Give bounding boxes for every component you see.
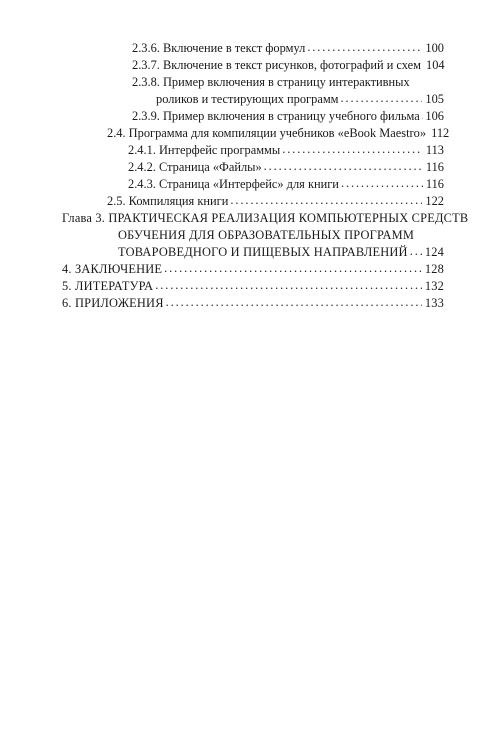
toc-section-4[interactable] bbox=[62, 262, 444, 277]
toc-entry-title: 2.3.7. Включение в текст рисунков, фотографий и схем bbox=[132, 58, 421, 72]
toc-entry-2-3-8[interactable] bbox=[156, 92, 444, 107]
dot-leader bbox=[166, 295, 422, 310]
toc-entry-title: 2.5. Компиляция книги bbox=[107, 194, 229, 208]
dot-leader bbox=[307, 40, 422, 55]
toc-entry-2-4[interactable] bbox=[107, 126, 450, 141]
toc-entry-2-3-8-line1[interactable]: 2.3.8. Пример включения в страницу интерактивных bbox=[132, 75, 410, 89]
dot-leader bbox=[264, 159, 423, 174]
dot-leader bbox=[164, 261, 422, 276]
toc-entry-title: 4. ЗАКЛЮЧЕНИЕ bbox=[62, 262, 163, 276]
toc-entry-title: 2.4. Программа для компиляции учебников «eBook Maestro» bbox=[107, 126, 427, 140]
toc-entry-page: 113 bbox=[425, 143, 444, 157]
toc-entry-page: 104 bbox=[426, 58, 445, 72]
toc-entry-page: 112 bbox=[431, 126, 450, 140]
toc-entry-page: 116 bbox=[425, 177, 444, 191]
toc-entry-title: 6. ПРИЛОЖЕНИЯ bbox=[62, 296, 164, 310]
toc-entry-2-3-9[interactable] bbox=[132, 109, 444, 124]
toc-entry-2-3-7[interactable] bbox=[132, 58, 444, 73]
toc-entry-title: 2.3.6. Включение в текст формул bbox=[132, 41, 306, 55]
toc-entry-2-5[interactable] bbox=[107, 194, 444, 209]
toc-entry-page: 132 bbox=[424, 279, 444, 293]
toc-entry-title: роликов и тестирующих программ bbox=[156, 92, 339, 106]
dot-leader bbox=[341, 91, 423, 106]
toc-entry-page: 116 bbox=[425, 160, 444, 174]
toc-entry-page: 105 bbox=[425, 92, 444, 106]
toc-entry-page: 122 bbox=[425, 194, 444, 208]
toc-chapter-3-line2[interactable]: ОБУЧЕНИЯ ДЛЯ ОБРАЗОВАТЕЛЬНЫХ ПРОГРАММ bbox=[118, 228, 415, 242]
toc-entry-2-4-1[interactable] bbox=[128, 143, 444, 158]
dot-leader bbox=[422, 108, 423, 123]
toc-section-5[interactable] bbox=[62, 279, 444, 294]
toc-entry-title: ТОВАРОВЕДНОГО И ПИЩЕВЫХ НАПРАВЛЕНИЙ bbox=[118, 245, 408, 259]
toc-entry-page: 106 bbox=[425, 109, 444, 123]
toc-entry-page: 100 bbox=[425, 41, 444, 55]
toc-entry-page: 128 bbox=[424, 262, 444, 276]
toc-entry-title: 2.3.9. Пример включения в страницу учебного фильма bbox=[132, 109, 420, 123]
toc-entry-title: 2.4.1. Интерфейс программы bbox=[128, 143, 281, 157]
toc-entry-page: 124 bbox=[424, 245, 444, 259]
toc-section-6[interactable] bbox=[62, 296, 444, 311]
toc-entry-title: 5. ЛИТЕРАТУРА bbox=[62, 279, 154, 293]
toc-chapter-3[interactable] bbox=[118, 245, 444, 260]
dot-leader bbox=[155, 278, 422, 293]
toc-entry-title: 2.4.3. Страница «Интерфейс» для книги bbox=[128, 177, 339, 191]
toc-chapter-3-line1[interactable]: Глава 3. ПРАКТИЧЕСКАЯ РЕАЛИЗАЦИЯ КОМПЬЮТЕРНЫХ СРЕДСТВ bbox=[62, 211, 469, 225]
toc-entry-2-4-3[interactable] bbox=[128, 177, 444, 192]
dot-leader bbox=[230, 193, 422, 208]
toc-entry-page: 133 bbox=[424, 296, 444, 310]
toc-entry-title: 2.4.2. Страница «Файлы» bbox=[128, 160, 262, 174]
toc-entry-2-3-6[interactable] bbox=[132, 41, 444, 56]
dot-leader bbox=[282, 142, 423, 157]
dot-leader bbox=[410, 244, 422, 259]
dot-leader bbox=[341, 176, 423, 191]
toc-entry-2-4-2[interactable] bbox=[128, 160, 444, 175]
